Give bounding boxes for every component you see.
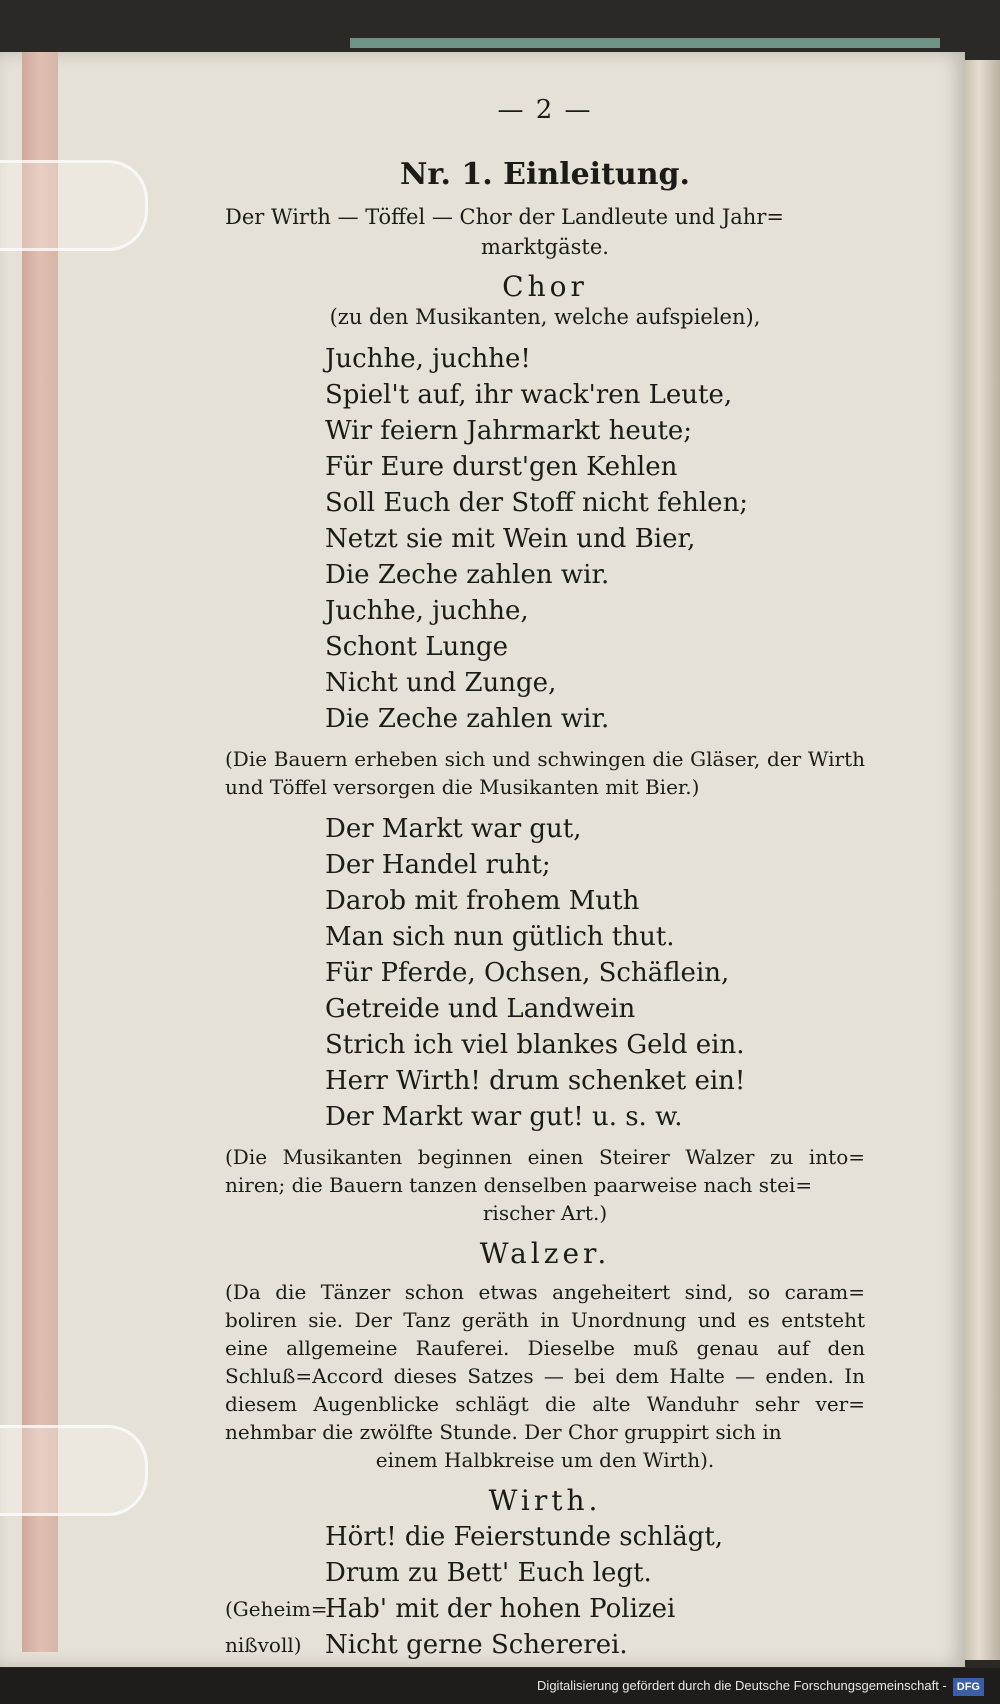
page-clip-bottom [0, 1425, 148, 1516]
stage-direction-2 [225, 1143, 865, 1227]
verse-line: Die Zeche zahlen wir. [325, 704, 610, 734]
verse-line: Juchhe, juchhe! [325, 344, 531, 374]
page-edge [965, 60, 1000, 1660]
verse-line: Nicht gerne Schererei. [325, 1630, 628, 1660]
noted-verse [325, 1591, 675, 1663]
verse-line: Der Markt war gut! u. s. w. [325, 1102, 683, 1132]
verse-line: Netzt sie mit Wein und Bier, [325, 524, 696, 554]
verse-block-2 [225, 811, 865, 1135]
verse-line: Hab' mit der hohen Polizei [325, 1594, 676, 1624]
stage-direction-3 [225, 1278, 865, 1474]
cast-line-2: marktgäste. [481, 235, 609, 259]
page-clip-top [0, 160, 148, 251]
footer-bar [0, 1668, 1000, 1704]
verse-line: Für Pferde, Ochsen, Schäflein, [325, 958, 730, 988]
section-heading: Nr. 1. Einleitung. [400, 157, 690, 192]
verse-line: Der Handel ruht; [325, 850, 551, 880]
stage-direction-2-text: (Die Musikanten beginnen einen Steirer Walzer zu into= niren; die Bauern tanzen denselben paarweise nach stei= [225, 1145, 865, 1197]
page-text [225, 95, 865, 1663]
stage-direction-1: (Die Bauern erheben sich und schwingen die Gläser, der Wirth und Töffel versorgen die Musikanten mit Bier.) [225, 747, 865, 799]
verse-line: Der Markt war gut, [325, 814, 582, 844]
verse-line: Schont Lunge [325, 632, 509, 662]
stage-direction-2-end: rischer Art.) [482, 1201, 608, 1225]
stage-direction-3-text: (Da die Tänzer schon etwas angeheitert sind, so caram= boliren sie. Der Tanz geräth in Unordnung und es entsteht eine allgemeine Rauferei. Dieselbe muß genau auf den Schluß=Accord dieses Satzes — bei dem Halte — enden. In diesem Augenblicke schlägt die alte Wanduhr sehr ver= nehmbar die zwölfte Stunde. Der Chor gruppirt sich in [225, 1280, 865, 1444]
dfg-logo: DFG [953, 1678, 984, 1696]
page-gutter [22, 52, 58, 1652]
verse-block-1 [225, 341, 865, 737]
binding-strip [350, 38, 940, 48]
verse-line: Man sich nun gütlich thut. [325, 922, 675, 952]
speaker-walzer: Walzer. [479, 1237, 611, 1270]
verse-line: Strich ich viel blankes Geld ein. [325, 1030, 745, 1060]
verse-line: Spiel't auf, ihr wack'ren Leute, [325, 380, 733, 410]
verse-with-note [225, 1591, 865, 1663]
verse-line: Drum zu Bett' Euch legt. [325, 1558, 652, 1588]
verse-line: Wir feiern Jahrmarkt heute; [325, 416, 693, 446]
cast-line-1: Der Wirth — Töffel — Chor der Landleute und Jahr= [225, 205, 784, 229]
footer-credit: Digitalisierung gefördert durch die Deutsche Forschungsgemeinschaft - [537, 1678, 947, 1693]
stage-direction-3-end: einem Halbkreise um den Wirth). [375, 1448, 715, 1472]
verse-line: Herr Wirth! drum schenket ein! [325, 1066, 746, 1096]
verse-line: Juchhe, juchhe, [325, 596, 529, 626]
speaker-chor: Chor [502, 270, 588, 303]
verse-line: Darob mit frohem Muth [325, 886, 640, 916]
side-note-line: nißvoll) [225, 1633, 302, 1657]
page-number: — 2 — [497, 95, 593, 125]
verse-line: Nicht und Zunge, [325, 668, 557, 698]
direction-chor: (zu den Musikanten, welche aufspielen), [329, 305, 761, 329]
verse-line: Getreide und Landwein [325, 994, 636, 1024]
verse-line: Soll Euch der Stoff nicht fehlen; [325, 488, 749, 518]
verse-line: Hört! die Feierstunde schlägt, [325, 1522, 724, 1552]
verse-line: Für Eure durst'gen Kehlen [325, 452, 678, 482]
speaker-wirth: Wirth. [488, 1484, 602, 1517]
cast-list [225, 202, 865, 262]
side-note-line: (Geheim= [225, 1597, 328, 1621]
verse-line: Die Zeche zahlen wir. [325, 560, 610, 590]
verse-block-3 [225, 1519, 865, 1663]
side-note [225, 1591, 328, 1663]
